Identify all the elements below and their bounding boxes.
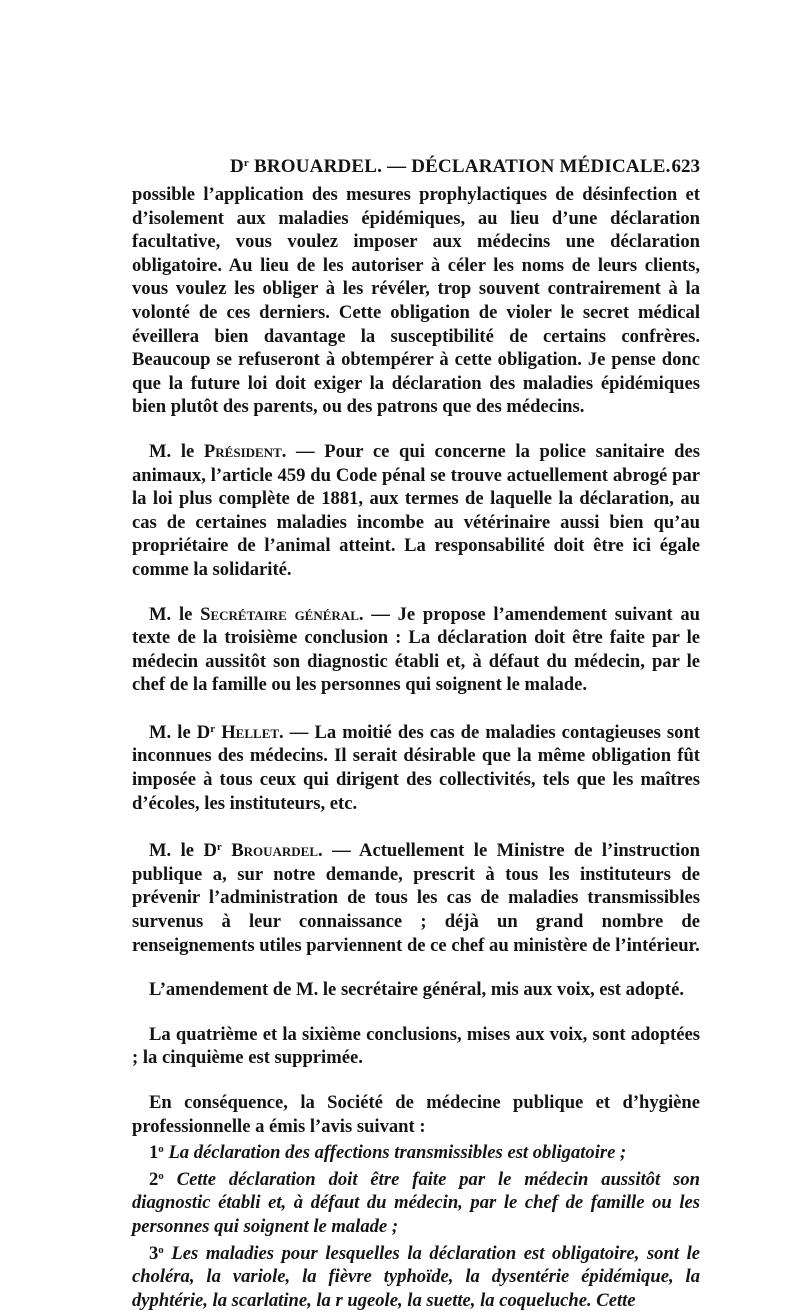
- paragraph-hellet: M. le $D^r$ Hellet. — La moitié des cas de maladies contagieuses sont inconnues des médecins. Il serait désirable que la même obligation fût imposée à tous ceux qui dirigent des collectivités, tels que les maîtres d’écoles, les instituteurs, etc.: [132, 721, 700, 814]
- paragraph-consequence: En conséquence, la Société de médecine publique et d’hygiène professionnelle a émis l’avis suivant :: [132, 1092, 700, 1137]
- paragraph-brouardel: M. le $D^r$ Brouardel. — Actuellement le Ministre de l’instruction publique a, sur notre demande, prescrit à tous les instituteurs de prévenir l’administration de tous les cas de maladies transmissibles survenus à leur connaissance ; déjà un grand nombre de renseignements utiles parviennent de ce chef au ministère de l’intérieur.: [132, 840, 701, 956]
- list-item: 3$^o$ Les maladies pour lesquelles la déclaration est obligatoire, sont le choléra, la variole, la fièvre typhoïde, la dysentérie épidémique, la dyphtérie, la scarlatine, la r ugeole, la suette, la coqueluche. Cette: [132, 1242, 700, 1311]
- paragraph-secretaire: M. le Secrétaire général. — Je propose l’amendement suivant au texte de la troisième conclusion : La déclaration doit être faite par le médecin aussitôt son diagnostic établi et, à défaut du médecin, par le chef de la famille ou les personnes qui soignent le malade.: [132, 603, 700, 696]
- list-item: 1$^o$ La déclaration des affections transmissibles est obligatoire ;: [149, 1142, 627, 1164]
- paragraph-continued: possible l’application des mesures prophylactiques de désinfection et d’isolement aux maladies épidémiques, au lieu d’une déclaration facultative, vous voulez imposer aux médecins une déclaration obligatoire. Au lieu de les autoriser à céler les noms de leurs clients, vous voulez les obliger à les révéler, trop souvent contrairement à la volonté de ces derniers. Cette obligation de violer le secret médical éveillera bien davantage la susceptibilité de certains confrères. Beaucoup se refuseront à obtempérer à cette obligation. Je pense donc que la future loi doit exiger la déclaration des maladies épidémiques bien plutôt des parents, ou des patrons que des médecins.: [132, 184, 700, 418]
- page-body: [132, 183, 700, 1312]
- paragraph-amendement: L’amendement de M. le secrétaire général, mis aux voix, est adopté.: [149, 979, 684, 1001]
- page-number: 623: [671, 156, 700, 177]
- list-item: 2$^o$ Cette déclaration doit être faite par le médecin aussitôt son diagnostic établi et, à défaut du médecin, par le chef de famille ou les personnes qui soignent le malade ;: [132, 1168, 700, 1237]
- header-title: $D^r$ BROUARDEL. — DÉCLARATION MÉDICALE.: [230, 156, 671, 177]
- paragraph-president: M. le Président. — Pour ce qui concerne la police sanitaire des animaux, l’article 459 du Code pénal se trouve actuellement abrogé par la loi plus complète de 1881, aux termes de laquelle la déclaration, au cas de certaines maladies incombe au vétérinaire aussi bien qu’au propriétaire de l’animal atteint. La responsabilité doit être ici égale comme la solidarité.: [132, 440, 700, 580]
- running-header: [132, 156, 700, 184]
- paragraph-conclusions: La quatrième et la sixième conclusions, mises aux voix, sont adoptées ; la cinquième est supprimée.: [132, 1023, 700, 1069]
